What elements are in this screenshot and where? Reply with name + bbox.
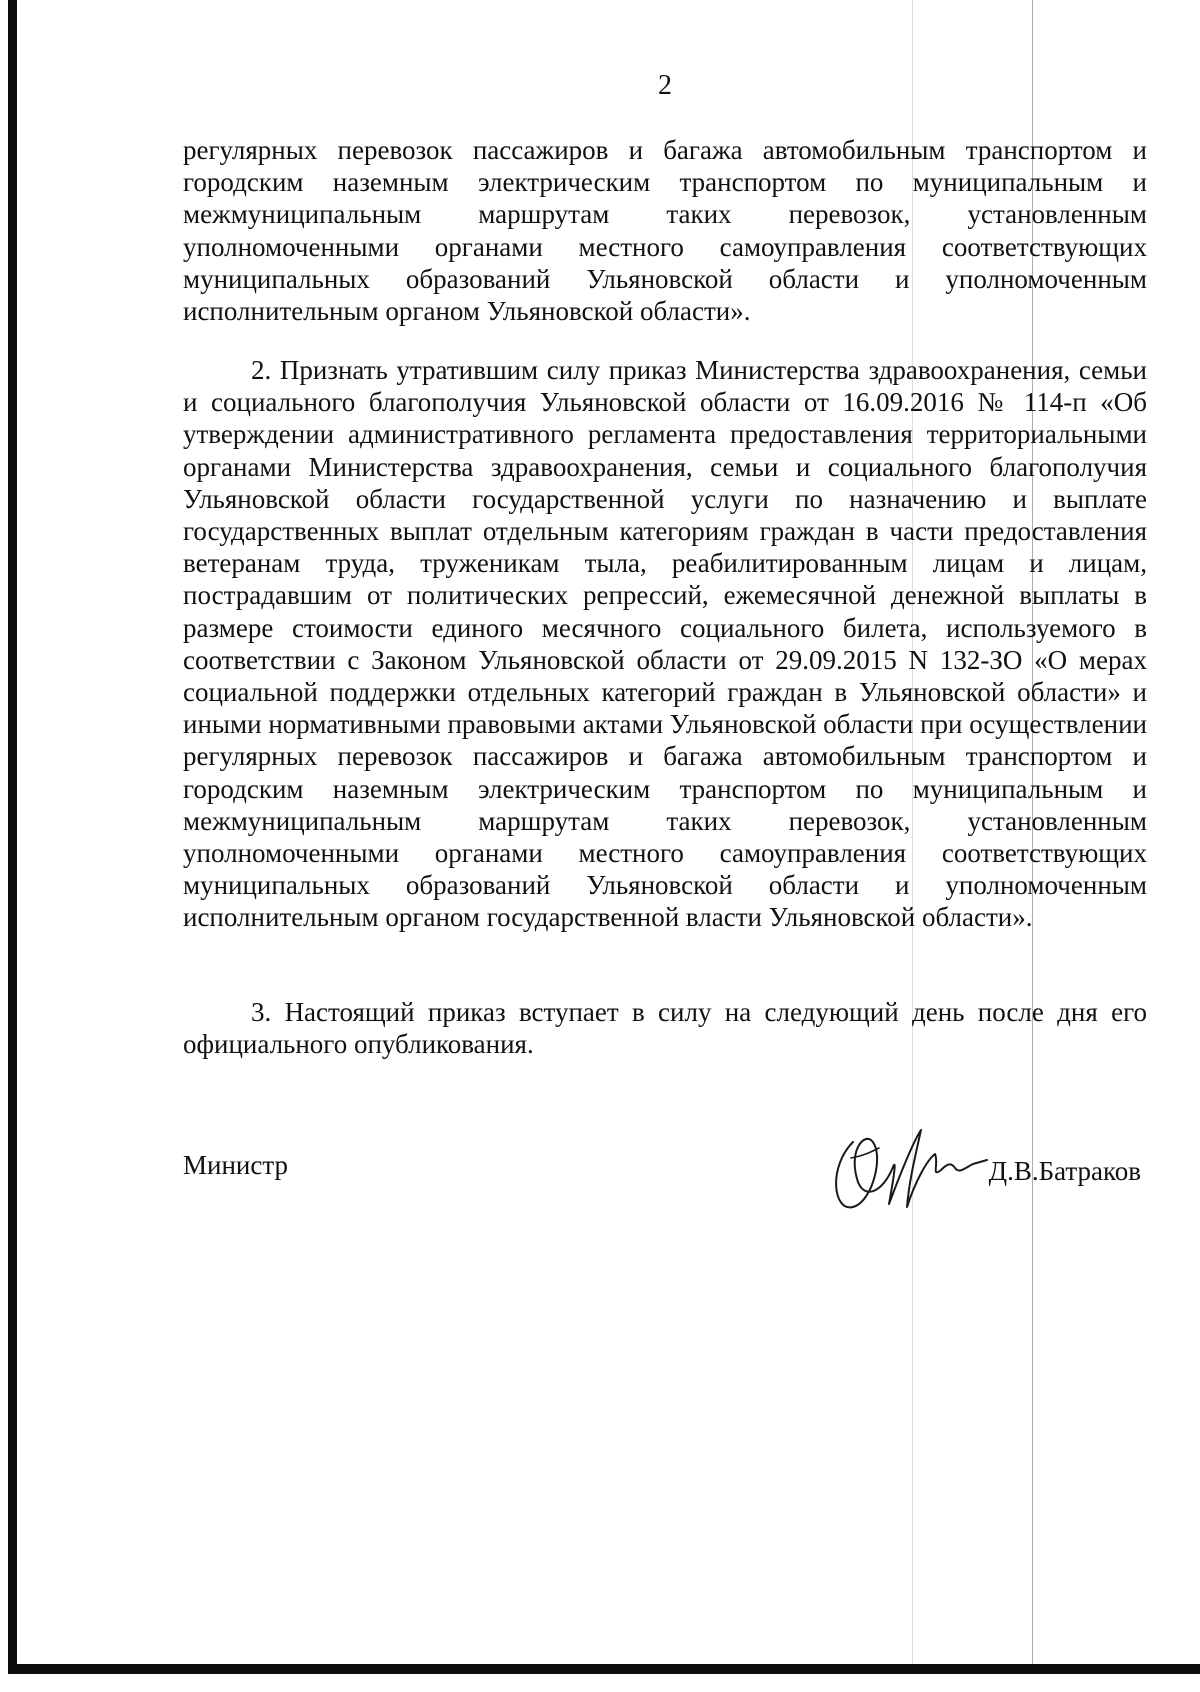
- paragraph-item-3: [183, 996, 1147, 1060]
- signer-name: Д.В.Батраков: [988, 1156, 1141, 1186]
- paragraph-text: регулярных перевозок пассажиров и багажа автомобильным транспортом и городским наземным электрическим транспортом по муниципальным и межмуниципальным маршрутам таких перевозок, установленным уполномоченными органами местного самоуправления соответствующих муниципальных образований Ульяновской области и уполномоченным исполнительным органом Ульяновской области».: [183, 135, 1147, 327]
- signature-block: [183, 1130, 1147, 1220]
- paragraph-text: 2. Признать утратившим силу приказ Министерства здравоохранения, семьи и социального благополучия Ульяновской области от 16.09.2016 № 114-п «Об утверждении административного регламента предоставления территориальными органами Министерства здравоохранения, семьи и социального благополучия Ульяновской области государственной услуги по назначению и выплате государственных выплат отдельным категориям граждан в части предоставления ветеранам труда, труженикам тыла, реабилитированным лицам и лицам, пострадавшим от политических репрессий, ежемесячной денежной выплаты в размере стоимости единого месячного социального билета, используемого в соответствии с Законом Ульяновской области от 29.09.2015 N 132-ЗО «О мерах социальной поддержки отдельных категорий граждан в Ульяновской области» и иными нормативными правовыми актами Ульяновской области при осуществлении регулярных перевозок пассажиров и багажа автомобильным транспортом и городским наземным электрическим транспортом по муниципальным и межмуниципальным маршрутам таких перевозок, установленным уполномоченными органами местного самоуправления соответствующих муниципальных образований Ульяновской области и уполномоченным исполнительным органом государственной власти Ульяновской области».: [183, 355, 1147, 933]
- scan-bottom-edge: [8, 1664, 1200, 1674]
- signature-icon: [823, 1112, 993, 1222]
- paragraph-text: 3. Настоящий приказ вступает в силу на следующий день после дня его официального опубликования.: [183, 997, 1147, 1060]
- page-number: 2: [658, 70, 672, 101]
- scan-left-edge: [8, 0, 17, 1672]
- paragraph-continuation: [183, 134, 1147, 327]
- paragraph-item-2: [183, 354, 1147, 934]
- signer-position: Министр: [183, 1150, 288, 1180]
